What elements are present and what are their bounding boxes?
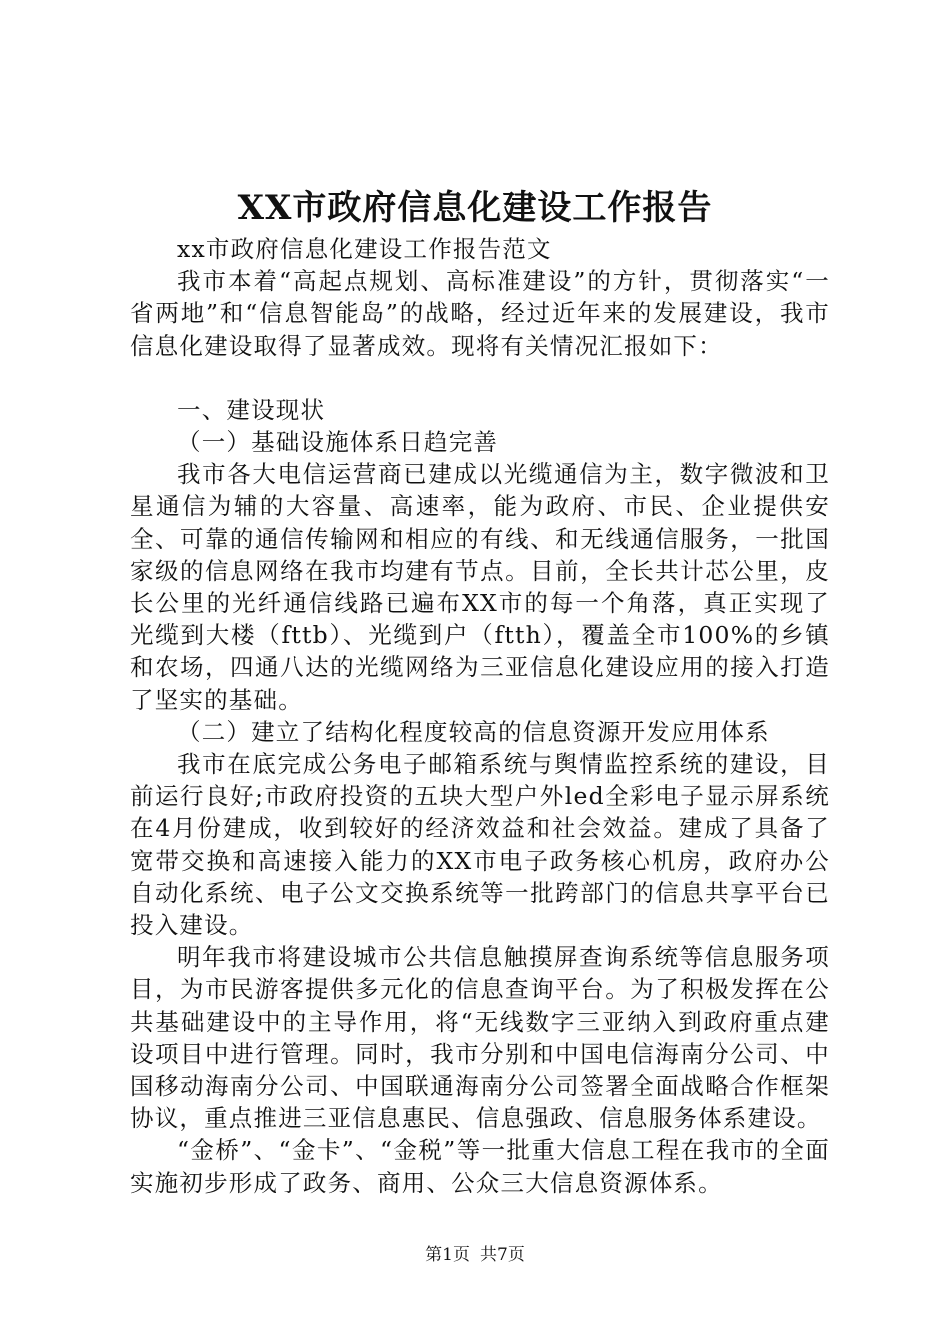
page-footer — [0, 1243, 950, 1267]
subsection-heading: （二）建立了结构化程度较高的信息资源开发应用体系 — [177, 717, 770, 746]
subtitle-paragraph: xx市政府信息化建设工作报告范文 — [177, 235, 552, 263]
page-number: 第1页 — [425, 1245, 470, 1265]
section-heading: 一、建设现状 — [177, 395, 326, 424]
page-total: 共7页 — [480, 1245, 525, 1265]
body-paragraph: 我市在底完成公务电子邮箱系统与舆情监控系统的建设，目前运行良好;市政府投资的五块大型户外led全彩电子显示屏系统在4月份建成，收到较好的经济效益和社会效益。建成了具备了宽带交换和高速接入能力的XX市电子政务核心机房，政府办公自动化系统、电子公文交换系统等一批跨部门的信息共享平台已投入建设。 — [130, 750, 830, 940]
body-paragraph: “金桥”、“金卡”、“金税”等一批重大信息工程在我市的全面实施初步形成了政务、商用、公众三大信息资源体系。 — [130, 1136, 830, 1197]
subsection-heading: （一）基础设施体系日趋完善 — [177, 428, 499, 457]
body-paragraph: 明年我市将建设城市公共信息触摸屏查询系统等信息服务项目，为市民游客提供多元化的信息查询平台。为了积极发挥在公共基础建设中的主导作用，将“无线数字三亚纳入到政府重点建设项目中进行管理。同时，我市分别和中国电信海南分公司、中国移动海南分公司、中国联通海南分公司签署全面战略合作框架协议，重点推进三亚信息惠民、信息强政、信息服务体系建设。 — [130, 943, 830, 1133]
intro-paragraph: 我市本着“高起点规划、高标准建设”的方针，贯彻落实“一省两地”和“信息智能岛”的战略，经过近年来的发展建设，我市信息化建设取得了显著成效。现将有关情况汇报如下： — [130, 267, 830, 360]
document-body — [130, 233, 830, 1199]
document-title: XX市政府信息化建设工作报告 — [237, 188, 713, 228]
body-paragraph: 我市各大电信运营商已建成以光缆通信为主，数字微波和卫星通信为辅的大容量、高速率，能为政府、市民、企业提供安全、可靠的通信传输网和相应的有线、和无线通信服务，一批国家级的信息网络在我市均建有节点。目前，全长共计芯公里，皮长公里的光纤通信线路已遍布XX市的每一个角落，真正实现了光缆到大楼（fttb）、光缆到户（ftth），覆盖全市100%的乡镇和农场，四通八达的光缆网络为三亚信息化建设应用的接入打造了坚实的基础。 — [130, 460, 830, 714]
